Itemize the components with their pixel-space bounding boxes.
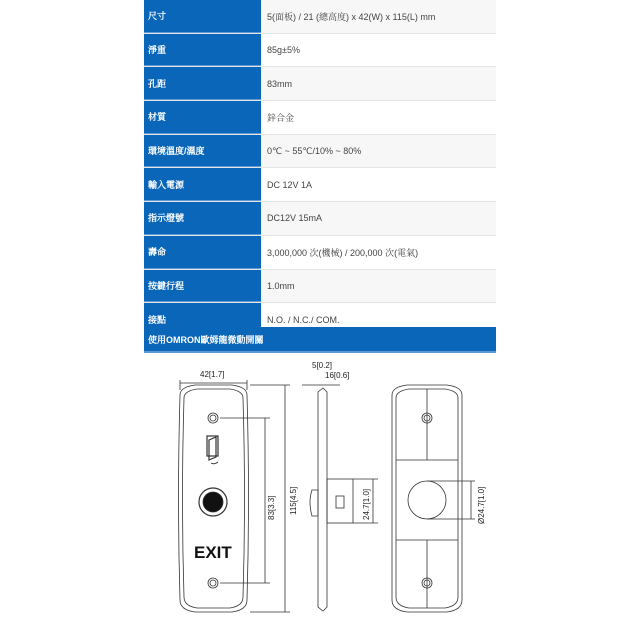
omron-switch-banner: 使用OMRON歐姆龍微動開關 xyxy=(144,327,496,353)
spec-value: 85g±5% xyxy=(261,34,496,67)
spec-label: 接點 xyxy=(144,303,261,336)
diameter-dimension: Ø24.7[1.0] xyxy=(477,486,486,524)
spec-value: 3,000,000 次(機械) / 200,000 次(電氣) xyxy=(261,236,496,269)
spec-row xyxy=(144,236,496,270)
length-dimension: 115[4.5] xyxy=(289,486,298,515)
spec-label: 指示燈號 xyxy=(144,202,261,235)
spec-row xyxy=(144,101,496,135)
depth-dimension: 16[0.6] xyxy=(325,371,350,380)
back-view xyxy=(392,385,475,612)
body-dimension: 24.7[1.0] xyxy=(362,488,371,520)
technical-drawing xyxy=(0,355,640,640)
spec-value: 0℃ ~ 55℃/10% ~ 80% xyxy=(261,135,496,168)
spec-label: 尺寸 xyxy=(144,0,261,33)
spec-value: 鋅合金 xyxy=(261,101,496,134)
exit-label: EXIT xyxy=(194,543,232,562)
spec-value: 1.0mm xyxy=(261,270,496,303)
spec-label: 孔距 xyxy=(144,67,261,100)
hole-dimension: 83[3.3] xyxy=(267,495,276,520)
spec-label: 淨重 xyxy=(144,34,261,67)
spec-row xyxy=(144,34,496,68)
panel-dimension: 5[0.2] xyxy=(312,361,333,370)
spec-label: 輸入電源 xyxy=(144,168,261,201)
spec-row xyxy=(144,0,496,34)
spec-row xyxy=(144,168,496,202)
spec-row xyxy=(144,67,496,101)
spec-label: 壽命 xyxy=(144,236,261,269)
spec-row xyxy=(144,202,496,236)
spec-row xyxy=(144,270,496,304)
spec-value: 5(面板) / 21 (總高度) x 42(W) x 115(L) mm xyxy=(261,0,496,33)
width-dimension: 42[1.7] xyxy=(200,370,225,379)
spec-value: N.O. / N.C./ COM. xyxy=(261,303,496,336)
spec-table xyxy=(144,0,496,337)
spec-label: 按鍵行程 xyxy=(144,270,261,303)
spec-value: DC12V 15mA xyxy=(261,202,496,235)
spec-label: 材質 xyxy=(144,101,261,134)
spec-row xyxy=(144,135,496,169)
spec-value: 83mm xyxy=(261,67,496,100)
spec-value: DC 12V 1A xyxy=(261,168,496,201)
spec-label: 環境溫度/濕度 xyxy=(144,135,261,168)
